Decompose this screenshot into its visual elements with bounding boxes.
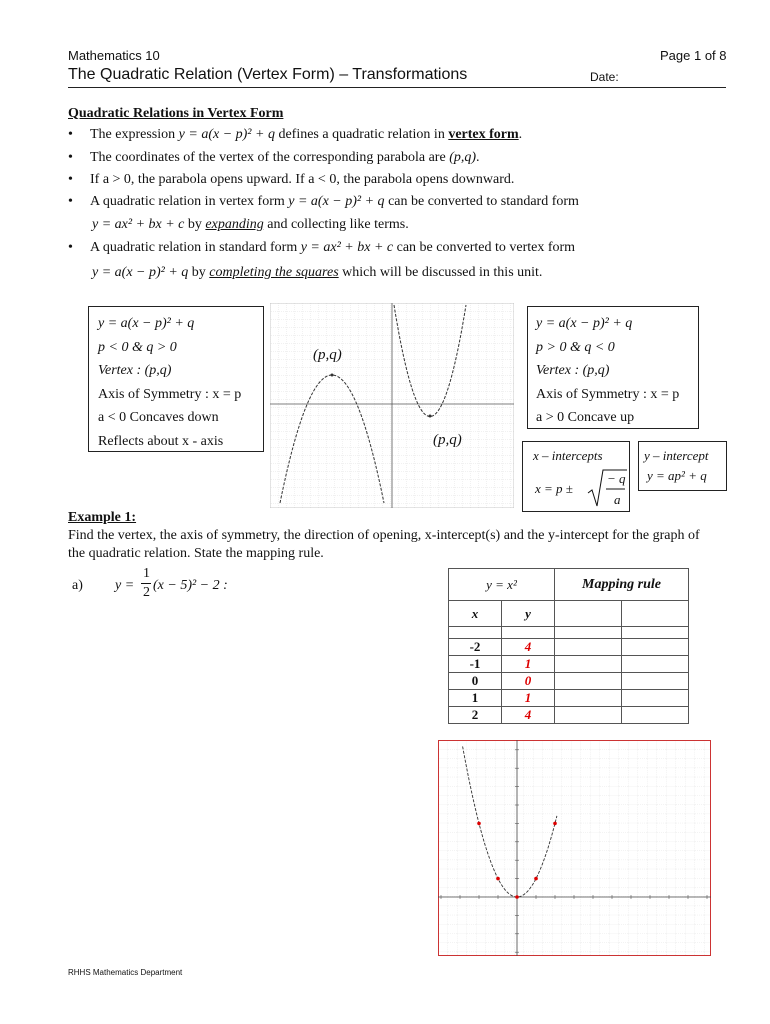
bullet-vertex-coords: • The coordinates of the vertex of the corresponding parabola are (p,q). [68, 150, 480, 165]
mapping-table [448, 568, 689, 724]
col-x-header: x [471, 605, 479, 621]
x-intercepts-box [522, 441, 630, 512]
mapping-cell[interactable] [622, 707, 689, 724]
page-number: Page 1 of 8 [660, 48, 727, 63]
bullet-vertex-form: • The expression y = a(x − p)² + q defines a quadratic relation in vertex form. [68, 127, 523, 142]
header-rule [68, 87, 726, 88]
table-row: -2 4 [449, 639, 689, 656]
example-point [496, 877, 500, 881]
table-header-mapping: Mapping rule [555, 569, 689, 601]
y-intercept-title: y – intercept [644, 448, 709, 463]
right-box-axis: Axis of Symmetry : x = p [536, 386, 680, 402]
mapping-cell[interactable] [622, 601, 689, 627]
example-equation [115, 566, 255, 606]
x-intercepts-numerator: − q [607, 471, 626, 486]
example-part-label: a) [72, 578, 83, 593]
bullet-convert-vertex-line2: y = a(x − p)² + q by completing the squares which will be discussed in this unit. [92, 265, 543, 280]
example-instructions: Find the vertex, the axis of symmetry, the direction of opening, x-intercept(s) and the y-intercept for the graph of the quadratic relation. State the mapping rule. [68, 528, 700, 561]
example-point [515, 895, 519, 899]
example-point [534, 877, 538, 881]
mapping-cell[interactable] [622, 656, 689, 673]
concave-up-box [527, 306, 699, 429]
x-intercepts-denominator: a [614, 492, 621, 507]
footer-text: RHHS Mathematics Department [68, 968, 183, 977]
table-row: 1 1 [449, 690, 689, 707]
bullet-opening: • If a > 0, the parabola opens upward. If a < 0, the parabola opens downward. [68, 172, 515, 187]
mapping-cell[interactable] [555, 707, 622, 724]
mapping-cell[interactable] [555, 639, 622, 656]
example-point [553, 822, 557, 826]
y-intercept-formula: y = ap² + q [647, 468, 707, 483]
table-row: 2 4 [449, 707, 689, 724]
left-box-reflection: Reflects about x - axis [98, 433, 224, 449]
left-box-concavity: a < 0 Concaves down [98, 410, 219, 425]
eq-frac-den: 2 [143, 585, 150, 600]
mapping-cell[interactable] [622, 639, 689, 656]
vertex-point-right [429, 415, 432, 418]
right-box-concavity: a > 0 Concave up [536, 410, 635, 425]
bullet-convert-standard: • A quadratic relation in vertex form y = a(x − p)² + q can be converted to standard form [68, 194, 579, 209]
table-header-equation: y = x² [449, 569, 555, 601]
left-box-condition: p < 0 & q > 0 [98, 339, 177, 355]
bullet-convert-vertex: • A quadratic relation in standard form y = ax² + bx + c can be converted to vertex form [68, 240, 576, 255]
eq-frac-bar [141, 583, 151, 584]
section-title: Quadratic Relations in Vertex Form [68, 106, 284, 121]
y-intercept-box [638, 441, 727, 491]
vertex-label-right: (p,q) [433, 432, 462, 448]
vertex-point-left [331, 374, 334, 377]
table-row: 0 0 [449, 673, 689, 690]
left-box-vertex: Vertex : (p,q) [98, 363, 172, 378]
course-name: Mathematics 10 [68, 48, 160, 63]
mapping-cell[interactable] [555, 601, 622, 627]
eq-frac-num: 1 [143, 566, 150, 581]
page-title: The Quadratic Relation (Vertex Form) – Transformations [68, 66, 468, 83]
x-intercepts-title: x – intercepts [533, 448, 603, 463]
left-box-axis: Axis of Symmetry : x = p [98, 386, 242, 402]
example-title: Example 1: [68, 510, 137, 525]
right-box-condition: p > 0 & q < 0 [536, 339, 615, 355]
mapping-cell[interactable] [555, 673, 622, 690]
mapping-cell[interactable] [555, 656, 622, 673]
eq-lhs: y = [115, 578, 135, 593]
date-label: Date: [590, 70, 619, 84]
mapping-cell[interactable] [555, 690, 622, 707]
example-graph-frame [439, 741, 711, 956]
table-row: -1 1 [449, 656, 689, 673]
transformations-graph [270, 303, 514, 508]
left-box-equation: y = a(x − p)² + q [98, 316, 195, 331]
right-box-equation: y = a(x − p)² + q [536, 316, 633, 331]
mapping-cell[interactable] [622, 690, 689, 707]
mapping-cell[interactable] [622, 673, 689, 690]
bullet-convert-standard-line2: y = ax² + bx + c by expanding and collecting like terms. [92, 217, 409, 232]
concave-down-box [88, 306, 264, 452]
col-y-header: y [525, 605, 531, 621]
graph-svg [270, 303, 514, 508]
example-point [477, 822, 481, 826]
eq-rest: (x − 5)² − 2 : [153, 578, 228, 593]
example-graph [438, 740, 711, 956]
right-box-vertex: Vertex : (p,q) [536, 363, 610, 378]
vertex-label-left: (p,q) [313, 347, 342, 363]
x-intercepts-lhs: x = p ± [535, 481, 573, 496]
